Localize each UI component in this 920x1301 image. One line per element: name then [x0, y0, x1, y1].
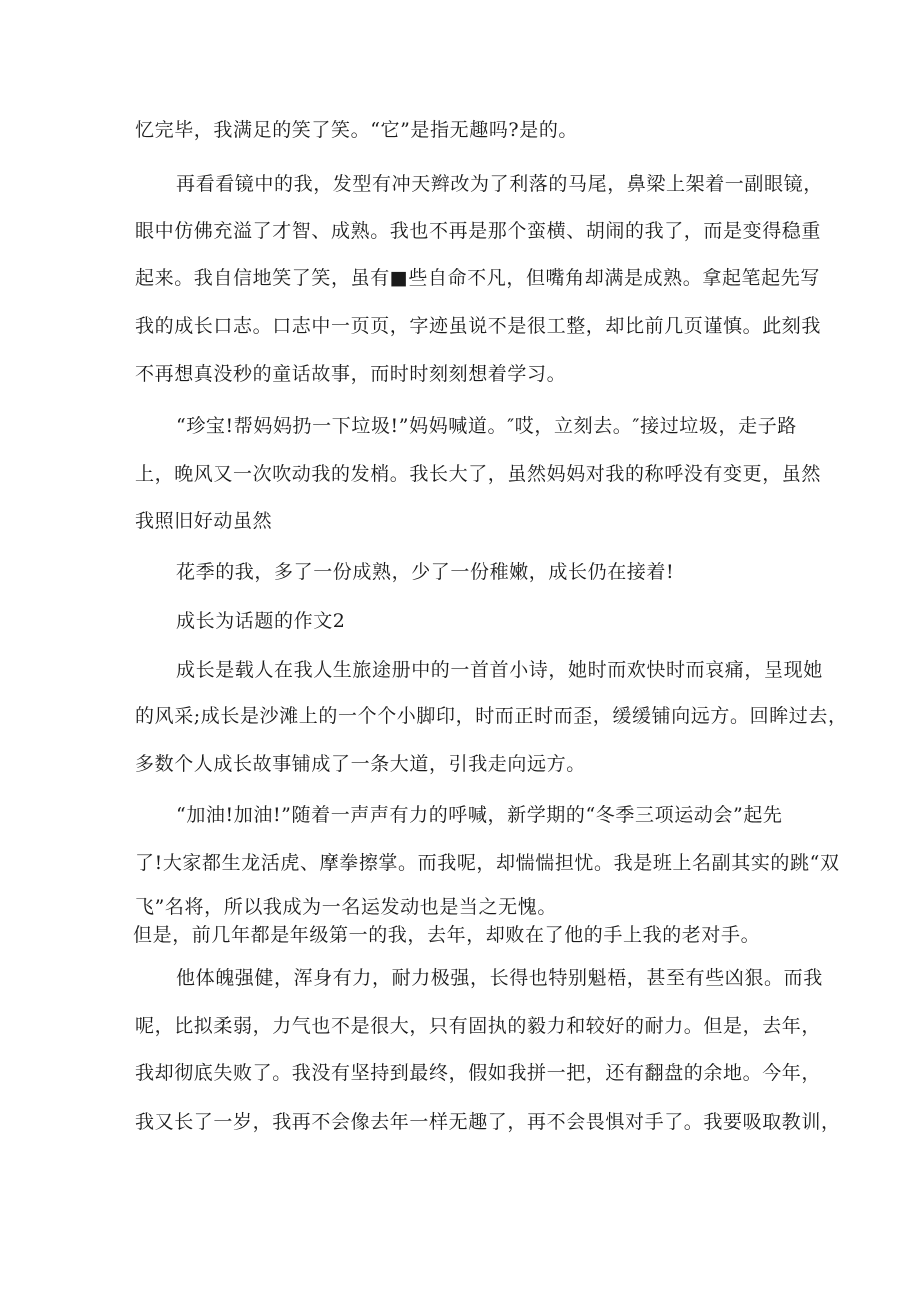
section-heading: 成长为话题的作文2: [176, 610, 346, 632]
text-line: 飞”名将，所以我成为一名运发动也是当之无愧。: [135, 896, 557, 918]
text-line: 我照旧好动虽然: [135, 510, 273, 532]
paragraph-start-line: 他体魄强健，浑身有力，耐力极强，长得也特别魁梧，甚至有些凶狠。而我: [176, 967, 823, 989]
text-line: 眼中仿佛充溢了才智、成熟。我也不再是那个蛮横、胡闹的我了，而是变得稳重: [135, 220, 822, 242]
text-line: 忆完毕，我满足的笑了笑。“它”是指无趣吗?是的。: [135, 119, 579, 141]
paragraph-start-line: 再看看镜中的我，发型有冲天辫改为了利落的马尾，鼻梁上架着一副眼镜，: [176, 173, 823, 195]
text-line: 我又长了一岁，我再不会像去年一样无趣了，再不会畏惧对手了。我要吸取教训，: [135, 1111, 841, 1133]
text-line: 不再想真没秒的童话故事，而时时刻刻想着学习。: [135, 363, 567, 385]
text-line: 了!大家都生龙活虎、摩拳擦掌。而我呢，却惴惴担忧。我是班上名副其实的跳“双: [135, 852, 840, 874]
paragraph-start-line: 花季的我，多了一份成熟，少了一份稚嫩，成长仍在接着!: [176, 561, 675, 583]
text-line: 但是，前几年都是年级第一的我，去年，却败在了他的手上我的老对手。: [133, 924, 761, 946]
text-line: 我却彻底失败了。我没有坚持到最终，假如我拼一把，还有翻盘的余地。今年，: [135, 1062, 822, 1084]
paragraph-start-line: 成长是载人在我人生旅途册中的一首首小诗，她时而欢快时而哀痛，呈现她: [176, 659, 823, 681]
text-line: 我的成长口志。口志中一页页，字迹虽说不是很工整，却比前几页谨慎。此刻我: [135, 315, 822, 337]
text-line: 多数个人成长故事铺成了一条大道，引我走向远方。: [135, 753, 586, 775]
text-line: 的风采;成长是沙滩上的一个个小脚印，时而正时而歪，缓缓铺向远方。回眸过去，: [135, 705, 848, 727]
text-line: 上，晚风又一次吹动我的发梢。我长大了，虽然妈妈对我的称呼没有变更，虽然: [135, 463, 822, 485]
paragraph-start-line: “珍宝!帮妈妈扔一下垃圾!”妈妈喊道。″哎，立刻去。″接过垃圾，走子路: [176, 415, 797, 437]
text-line: 起来。我自信地笑了笑，虽有■些自命不凡，但嘴角却满是成熟。拿起笔起先写: [135, 267, 820, 289]
text-line: 呢，比拟柔弱，力气也不是很大，只有固执的毅力和较好的耐力。但是，去年，: [135, 1015, 822, 1037]
paragraph-start-line: “加油!加油!”随着一声声有力的呼喊，新学期的“冬季三项运动会”起先: [176, 804, 783, 826]
